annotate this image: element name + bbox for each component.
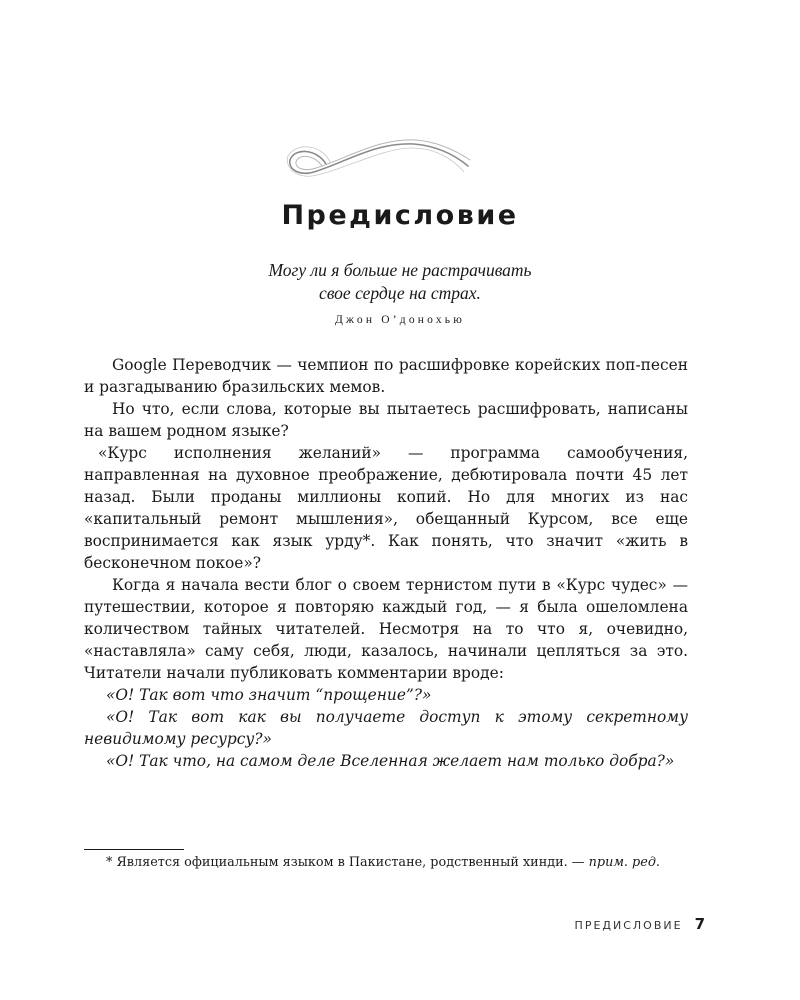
paragraph: Но что, если слова, которые вы пытаетесь расшифровать, написаны на вашем родном языке? (84, 400, 688, 440)
quote-paragraph: «О! Так вот что значит “прощение”?» (106, 686, 432, 704)
chapter-title: Предисловие (281, 200, 519, 231)
body-text (84, 354, 688, 772)
paragraph: Google Переводчик — чемпион по расшифровке корейских поп-песен и разгадыванию бразильских мемов. (84, 356, 688, 396)
epigraph (0, 259, 800, 305)
epigraph-author: Джон О’донохью (334, 314, 466, 326)
paragraph: «Курс исполнения желаний» — программа самообучения, направленная на духовное преображение, дебютировала почти 45 лет назад. Были проданы миллионы копий. Но для многих из нас «капитальный ремонт мышления», обещанный Курсом, все еще воспринимается как язык урду*. Как понять, что значит «жить в бесконечном покое»? (84, 444, 688, 572)
footnote (84, 852, 688, 873)
quote-paragraph: «О! Так вот как вы получаете доступ к этому секретному невидимому ресурсу?» (84, 708, 688, 748)
footnote-divider (84, 849, 184, 850)
paragraph: Когда я начала вести блог о своем тернистом пути в «Курс чудес» — путешествии, которое я повторяю каждый год, — я была ошеломлена количеством тайных читателей. Несмотря на то что я, очевидно, «наставляла» саму себя, люди, казалось, начинали цепляться за это. Читатели начали публиковать комментарии вроде: (84, 576, 688, 682)
running-head-label: ПРЕДИСЛОВИЕ (574, 919, 683, 932)
running-footer (500, 914, 705, 933)
swirl-ornament-icon (286, 134, 472, 186)
epigraph-line: свое сердце на страх. (319, 283, 481, 303)
page-number: 7 (694, 915, 705, 933)
quote-paragraph: «О! Так что, на самом деле Вселенная желает нам только добра?» (106, 752, 675, 770)
footnote-text: * Является официальным языком в Пакистане, родственный хинди. — (106, 855, 589, 870)
epigraph-line: Могу ли я больше не растрачивать (268, 260, 532, 280)
footnote-editor-note: прим. ред. (588, 855, 661, 870)
